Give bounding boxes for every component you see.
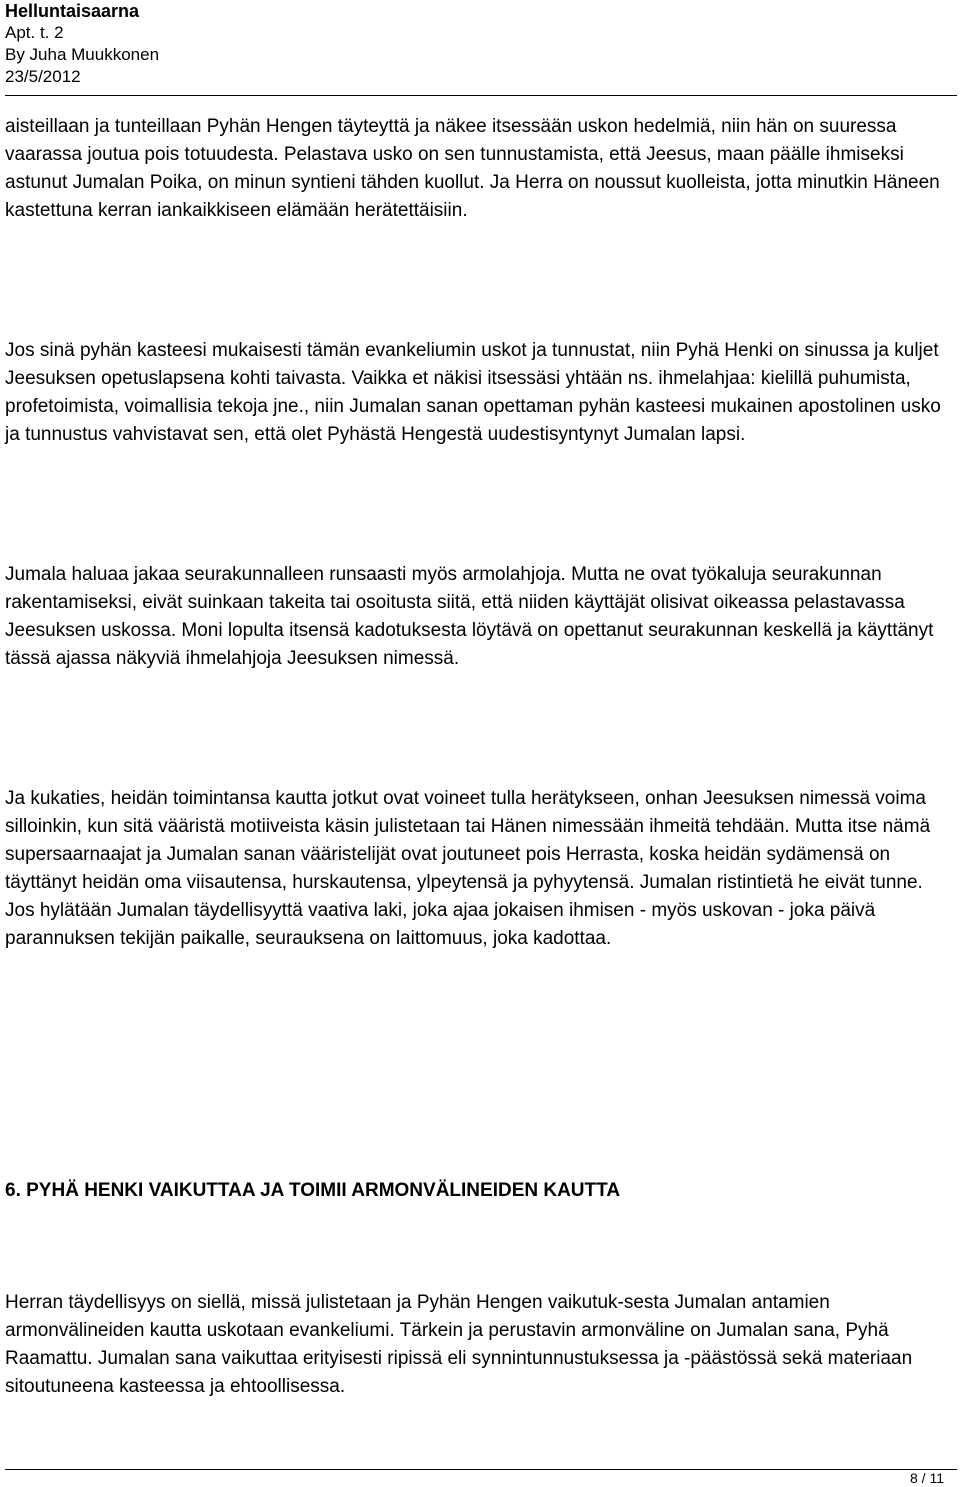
document-subtitle: Apt. t. 2 — [5, 23, 64, 42]
header-divider — [5, 95, 957, 96]
paragraph-2: Jos sinä pyhän kasteesi mukaisesti tämän evankeliumin uskot ja tunnustat, niin Pyhä Henki on sinussa ja kuljet Jeesuksen opetuslapsena kohti taivasta. Vaikka et näkisi itsessäsi yhtään ns. ihmelahjaa: kielillä puhumista, profetoimista, voimallisia tekoja jne., niin Jumalan sanan opettaman pyhän kasteesi mukainen apostolinen usko ja tunnustus vahvistavat sen, että olet Pyhästä Hengestä uudestisyntynyt Jumalan lapsi. — [5, 340, 941, 445]
document-title: Helluntaisaarna — [5, 1, 140, 21]
document-author: By Juha Muukkonen — [5, 45, 160, 64]
document-date: 23/5/2012 — [5, 67, 81, 86]
section-heading: 6. PYHÄ HENKI VAIKUTTAA JA TOIMII ARMONVÄLINEIDEN KAUTTA — [5, 1180, 621, 1201]
paragraph-1: aisteillaan ja tunteillaan Pyhän Hengen täyteyttä ja näkee itsessään uskon hedelmiä, niin hän on suuressa vaarassa joutua pois totuudesta. Pelastava usko on sen tunnustamista, että Jeesus, maan päälle ihmiseksi astunut Jumalan Poika, on minun syntieni tähden kuollut. Ja Herra on noussut kuolleista, jotta minutkin Häneen kastettuna kerran iankaikkiseen elämään herätettäisiin. — [5, 116, 940, 221]
paragraph-4: Ja kukaties, heidän toimintansa kautta jotkut ovat voineet tulla herätykseen, onhan Jeesuksen nimessä voima silloinkin, kun sitä vääristä motiiveista käsin julistetaan tai Hänen nimessään ihmeitä tehdään. Mutta itse nämä supersaarnaajat ja Jumalan sanan vääristelijät ovat joutuneet pois Herrasta, koska heidän sydämensä on täyttänyt heidän oma viisautensa, hurskautensa, ylpeytensä ja pyhyytensä. Jumalan ristintietä he eivät tunne. Jos hylätään Jumalan täydellisyyttä vaativa laki, joka ajaa jokaisen ihmisen - myös uskovan - joka päivä parannuksen tekijän paikalle, seurauksena on laittomuus, joka kadottaa. — [5, 788, 931, 949]
paragraph-3: Jumala haluaa jakaa seurakunnalleen runsaasti myös armolahjoja. Mutta ne ovat työkaluja seurakunnan rakentamiseksi, eivät suinkaan takeita tai osoitusta siitä, että niiden käyttäjät olisivat oikeassa pelastavassa Jeesuksen uskossa. Moni lopulta itsensä kadotuksesta löytävä on opettanut seurakunnan keskellä ja käyttänyt tässä ajassa näkyviä ihmelahjoja Jeesuksen nimessä. — [5, 564, 934, 669]
paragraph-5: Herran täydellisyys on siellä, missä julistetaan ja Pyhän Hengen vaikutuk-sesta Jumalan antamien armonvälineiden kautta uskotaan evankeliumi. Tärkein ja perustavin armonväline on Jumalan sana, Pyhä Raamattu. Jumalan sana vaikuttaa erityisesti ripissä eli synnintunnustuksessa ja -päästössä sekä materiaan sitoutuneena kasteessa ja ehtoollisessa. — [5, 1292, 913, 1397]
page-number: 8 / 11 — [910, 1470, 944, 1486]
document-header — [5, 0, 159, 88]
footer-divider — [5, 1469, 957, 1470]
